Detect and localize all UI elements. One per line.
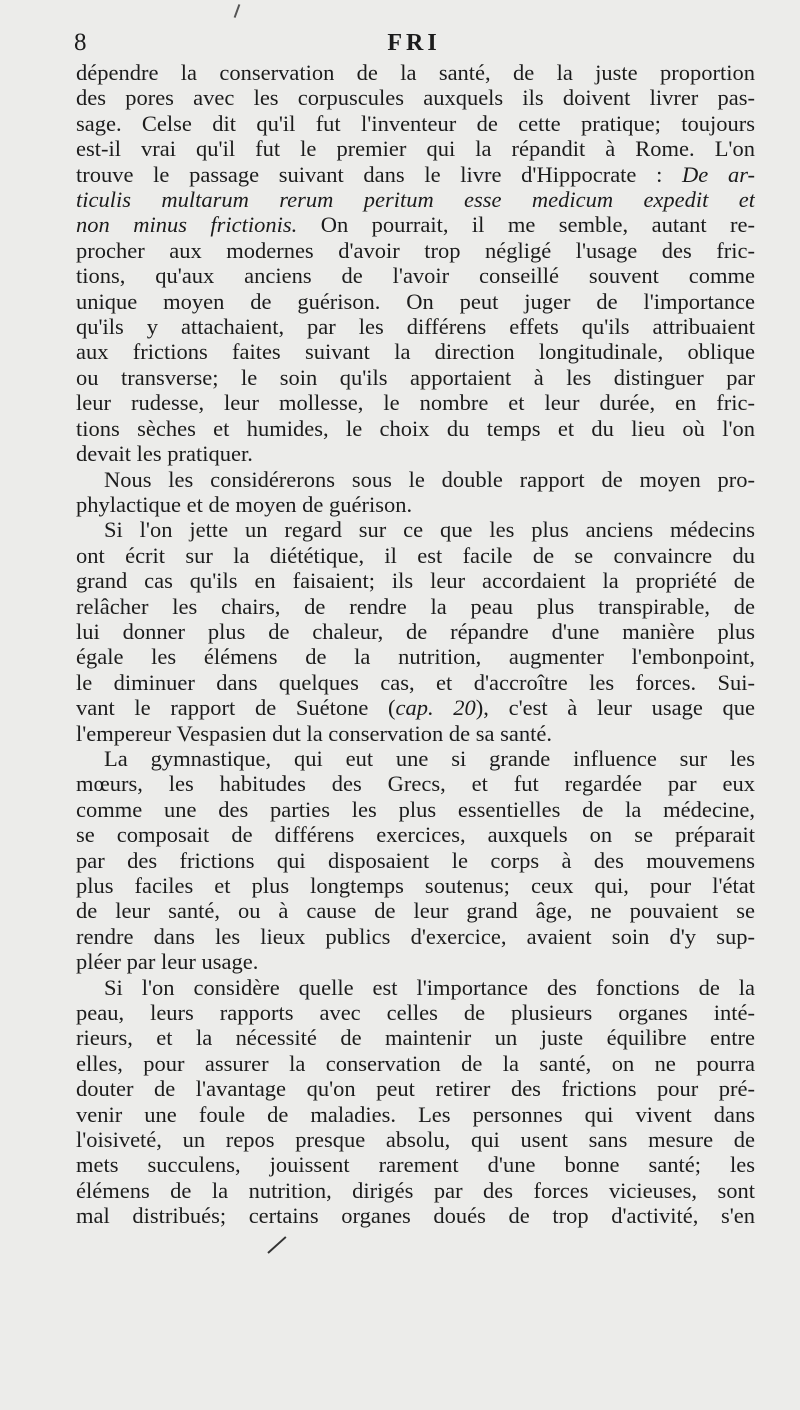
text-line: Nous les considérerons sous le double rapport de moyen pro- (104, 466, 755, 492)
text-line: mets succulens, jouissent rarement d'une bonne santé; les (76, 1152, 755, 1178)
text-line: est-il vrai qu'il fut le premier qui la répandit à Rome. L'on (76, 136, 755, 162)
text-line: Si l'on jette un regard sur ce que les plus anciens médecins (104, 517, 755, 543)
paragraph (76, 467, 755, 518)
text-line: douter de l'avantage qu'on peut retirer des frictions pour pré- (76, 1076, 755, 1102)
text-line: La gymnastique, qui eut une si grande influence sur les (104, 745, 755, 771)
text-line: vant le rapport de Suétone (cap. 20), c'est à leur usage que (76, 695, 755, 721)
text-line: Si l'on considère quelle est l'importance des fonctions de la (104, 974, 755, 1000)
text-line: relâcher les chairs, de rendre la peau plus transpirable, de (76, 593, 755, 619)
text-line: plus faciles et plus longtemps soutenus; ceux qui, pour l'état (76, 873, 755, 898)
text-line: de leur santé, ou à cause de leur grand âge, ne pouvaient se (76, 898, 755, 924)
text-line: comme une des parties les plus essentielles de la médecine, (76, 796, 755, 822)
text-line: l'oisiveté, un repos presque absolu, qui usent sans mesure de (76, 1127, 755, 1153)
text-line: aux frictions faites suivant la direction longitudinale, oblique (76, 339, 755, 365)
text-line: tions, qu'aux anciens de l'avoir conseillé souvent comme (76, 263, 755, 289)
pen-mark-bottom (267, 1236, 286, 1254)
text-line: l'empereur Vespasien dut la conservation de sa santé. (76, 720, 552, 746)
text-line: trouve le passage suivant dans le livre d'Hippocrate : De ar- (76, 161, 755, 187)
text-line: lui donner plus de chaleur, de répandre d'une manière plus (76, 618, 755, 644)
text-line: phylactique et de moyen de guérison. (76, 491, 413, 517)
text-line: égale les élémens de la nutrition, augmenter l'embonpoint, (76, 644, 755, 670)
text-line: elles, pour assurer la conservation de la santé, on ne pourra (76, 1050, 755, 1076)
text-line: procher aux modernes d'avoir trop négligé l'usage des fric- (76, 237, 755, 263)
text-line: se composait de différens exercices, auxquels on se préparait (76, 822, 755, 848)
text-line: sage. Celse dit qu'il fut l'inventeur de cette pratique; toujours (76, 110, 755, 136)
text-line: non minus frictionis. On pourrait, il me semble, autant re- (76, 212, 755, 238)
text-line: mal distribués; certains organes doués de trop d'activité, s'en (76, 1203, 755, 1229)
text-line: le diminuer dans quelques cas, et d'accroître les forces. Sui- (76, 669, 755, 695)
text-line: ont écrit sur la diététique, il est facile de se convaincre du (76, 542, 755, 568)
text-line: grand cas qu'ils en faisaient; ils leur accordaient la propriété de (76, 568, 755, 594)
page-number: 8 (74, 29, 87, 56)
paragraph (76, 975, 755, 1229)
pen-mark-top (234, 4, 241, 18)
paragraph (76, 517, 755, 746)
text-line: venir une foule de maladies. Les personnes qui vivent dans (76, 1101, 755, 1127)
text-line: tions sèches et humides, le choix du temps et du lieu où l'on (76, 415, 755, 441)
text-line: devait les pratiquer. (76, 441, 253, 467)
text-line: dépendre la conservation de la santé, de la juste proportion (76, 60, 755, 85)
paragraph (76, 60, 755, 467)
text-line: ticulis multarum rerum peritum esse medicum expedit et (76, 187, 755, 213)
body-text (76, 60, 755, 1229)
text-line: élémens de la nutrition, dirigés par des forces vicieuses, sont (76, 1177, 755, 1203)
text-line: par des frictions qui disposaient le corps à des mouvemens (76, 847, 755, 873)
text-line: mœurs, les habitudes des Grecs, et fut regardée par eux (76, 771, 755, 797)
text-line: des pores avec les corpuscules auxquels ils doivent livrer pas- (76, 85, 755, 111)
text-line: peau, leurs rapports avec celles de plusieurs organes inté- (76, 1000, 755, 1026)
text-line: qu'ils y attachaient, par les différens effets qu'ils attribuaient (76, 314, 755, 340)
paragraph (76, 746, 755, 975)
page-header (74, 28, 754, 58)
running-head: FRI (387, 30, 441, 56)
text-line: pléer par leur usage. (76, 949, 259, 975)
text-line: ou transverse; le soin qu'ils apportaient à les distinguer par (76, 364, 755, 390)
text-line: unique moyen de guérison. On peut juger de l'importance (76, 288, 755, 314)
text-line: rendre dans les lieux publics d'exercice, avaient soin d'y sup- (76, 923, 755, 949)
text-line: rieurs, et la nécessité de maintenir un juste équilibre entre (76, 1025, 755, 1051)
text-line: leur rudesse, leur mollesse, le nombre et leur durée, en fric- (76, 390, 755, 416)
